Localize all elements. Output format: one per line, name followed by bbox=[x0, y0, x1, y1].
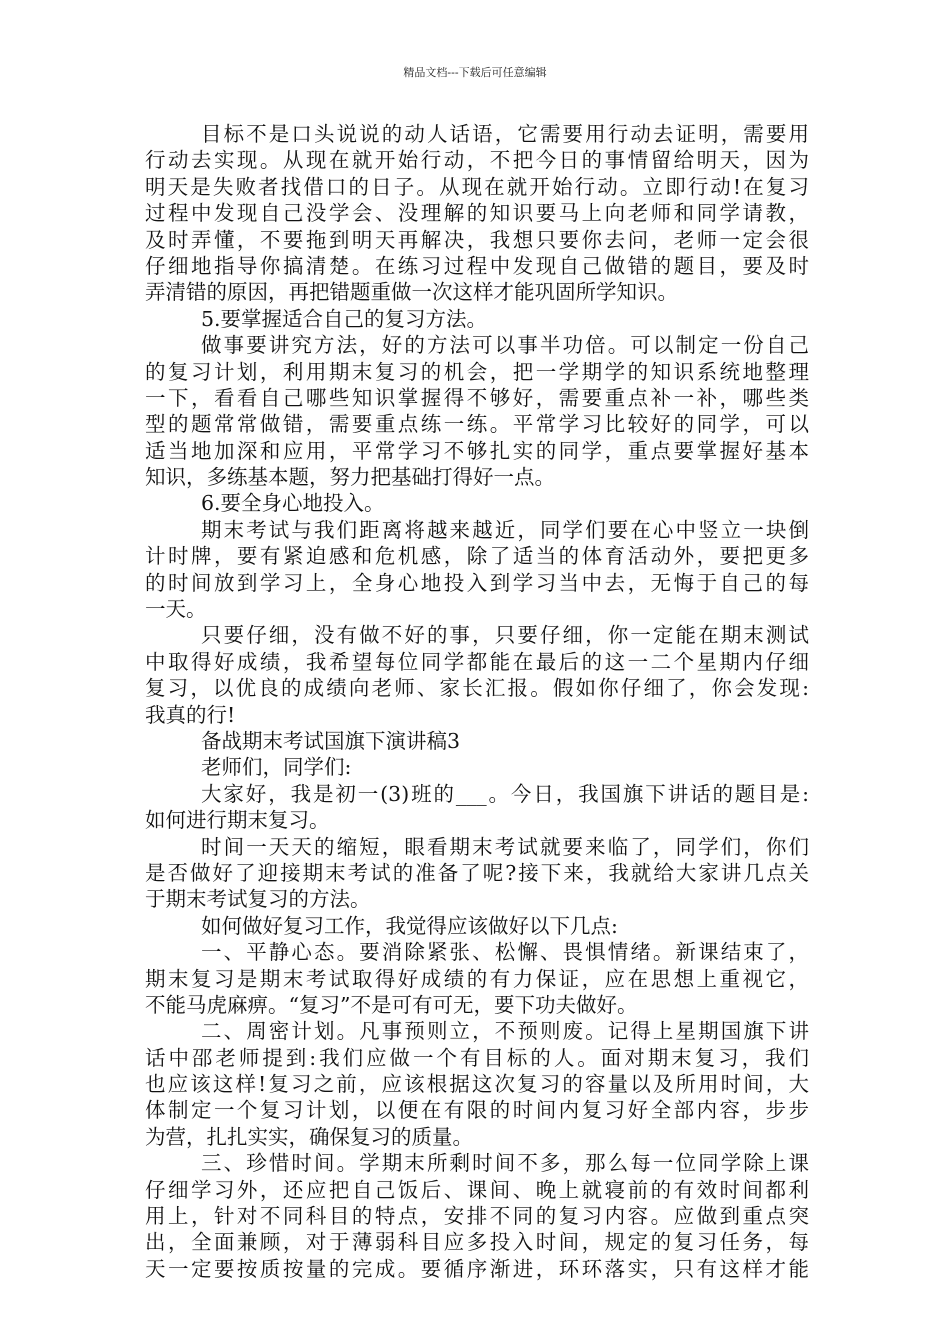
text-line: 体制定一个复习计划，以便在有限的时间内复习好全部内容，步步 bbox=[145, 1098, 809, 1123]
text-line: 如何做好复习工作，我觉得应该做好以下几点: bbox=[201, 913, 618, 938]
text-line: 明天是失败者找借口的日子。从现在就开始行动。立即行动!在复习 bbox=[145, 174, 809, 199]
text-line: 目标不是口头说说的动人话语，它需要用行动去证明，需要用 bbox=[201, 122, 809, 146]
text-line: 是否做好了迎接期末考试的准备了呢?接下来，我就给大家讲几点关 bbox=[145, 860, 809, 885]
text-line: 的时间放到学习上，全身心地投入到学习当中去，无悔于自己的每 bbox=[145, 570, 809, 595]
text-line: 的复习计划，利用期末复习的机会，把一学期学的知识系统地整理 bbox=[145, 359, 809, 384]
text-line: 期末考试与我们距离将越来越近，同学们要在心中竖立一块倒 bbox=[201, 517, 809, 542]
text-line: 也应该这样!复习之前，应该根据这次复习的容量以及所用时间，大 bbox=[145, 1072, 809, 1097]
text-line: 时间一天天的缩短，眼看期末考试就要来临了，同学们，你们 bbox=[201, 834, 809, 859]
text-line: 行动去实现。从现在就开始行动，不把今日的事情留给明天，因为 bbox=[145, 148, 809, 173]
text-line: 老师们，同学们: bbox=[201, 755, 352, 780]
text-line: 做事要讲究方法，好的方法可以事半功倍。可以制定一份自己 bbox=[201, 333, 809, 358]
text-line: 及时弄懂，不要拖到明天再解决，我想只要你去问，老师一定会很 bbox=[145, 227, 809, 252]
text-line: 如何进行期末复习。 bbox=[145, 808, 330, 833]
text-line: 6.要全身心地投入。 bbox=[201, 491, 385, 516]
text-line: 复习，以优良的成绩向老师、家长汇报。假如你仔细了，你会发现: bbox=[145, 676, 809, 701]
text-line: 适当地加深和应用，平常学习不够扎实的同学，重点要掌握好基本 bbox=[145, 438, 809, 463]
text-line: 期末复习是期末考试取得好成绩的有力保证，应在思想上重视它， bbox=[145, 966, 809, 991]
text-line: 一、平静心态。要消除紧张、松懈、畏惧情绪。新课结束了， bbox=[201, 940, 809, 965]
text-line: 大家好，我是初一(3)班的___。今日，我国旗下讲话的题目是: bbox=[201, 781, 809, 806]
text-line: 弄清错的原因，再把错题重做一次这样才能巩固所学知识。 bbox=[145, 280, 678, 305]
document-body bbox=[145, 121, 809, 1282]
text-line: 中取得好成绩，我希望每位同学都能在最后的这一二个星期内仔细 bbox=[145, 649, 809, 674]
text-line: 一下，看看自己哪些知识掌握得不够好，需要重点补一补，哪些类 bbox=[145, 385, 809, 410]
text-line: 话中邵老师提到:我们应做一个有目标的人。面对期末复习，我们 bbox=[145, 1045, 809, 1070]
text-line: 型的题常常做错，需要重点练一练。平常学习比较好的同学，可以 bbox=[145, 412, 809, 437]
text-line: 5.要掌握适合自己的复习方法。 bbox=[201, 306, 488, 331]
text-line: 一天。 bbox=[145, 597, 207, 622]
text-line: 知识，多练基本题，努力把基础打得好一点。 bbox=[145, 465, 555, 490]
text-line: 仔细地指导你搞清楚。在练习过程中发现自己做错的题目，要及时 bbox=[145, 253, 809, 278]
text-line: 二、周密计划。凡事预则立，不预则废。记得上星期国旗下讲 bbox=[201, 1019, 809, 1044]
text-line: 计时牌，要有紧迫感和危机感，除了适当的体育活动外，要把更多 bbox=[145, 544, 809, 569]
text-line: 备战期末考试国旗下演讲稿3 bbox=[201, 728, 461, 753]
text-line: 三、珍惜时间。学期末所剩时间不多，那么每一位同学除上课 bbox=[201, 1151, 809, 1176]
text-line: 只要仔细，没有做不好的事，只要仔细，你一定能在期末测试 bbox=[201, 623, 809, 648]
text-line: 过程中发现自己没学会、没理解的知识要马上向老师和同学请教， bbox=[145, 201, 809, 226]
text-line: 我真的行! bbox=[145, 702, 236, 727]
text-line: 于期末考试复习的方法。 bbox=[145, 887, 371, 912]
text-line: 仔细学习外，还应把自己饭后、课间、晚上就寝前的有效时间都利 bbox=[145, 1177, 809, 1202]
page-header: 精品文档---下载后可任意编辑 bbox=[403, 66, 547, 79]
text-line: 天一定要按质按量的完成。要循序渐进，环环落实，只有这样才能 bbox=[145, 1256, 809, 1281]
text-line: 用上，针对不同科目的特点，安排不同的复习内容。应做到重点突 bbox=[145, 1204, 809, 1229]
text-line: 为营，扎扎实实，确保复习的质量。 bbox=[145, 1124, 473, 1149]
text-line: 出，全面兼顾，对于薄弱科目应多投入时间，规定的复习任务，每 bbox=[145, 1230, 809, 1255]
text-line: 不能马虎麻痹。“复习”不是可有可无，要下功夫做好。 bbox=[145, 992, 638, 1017]
